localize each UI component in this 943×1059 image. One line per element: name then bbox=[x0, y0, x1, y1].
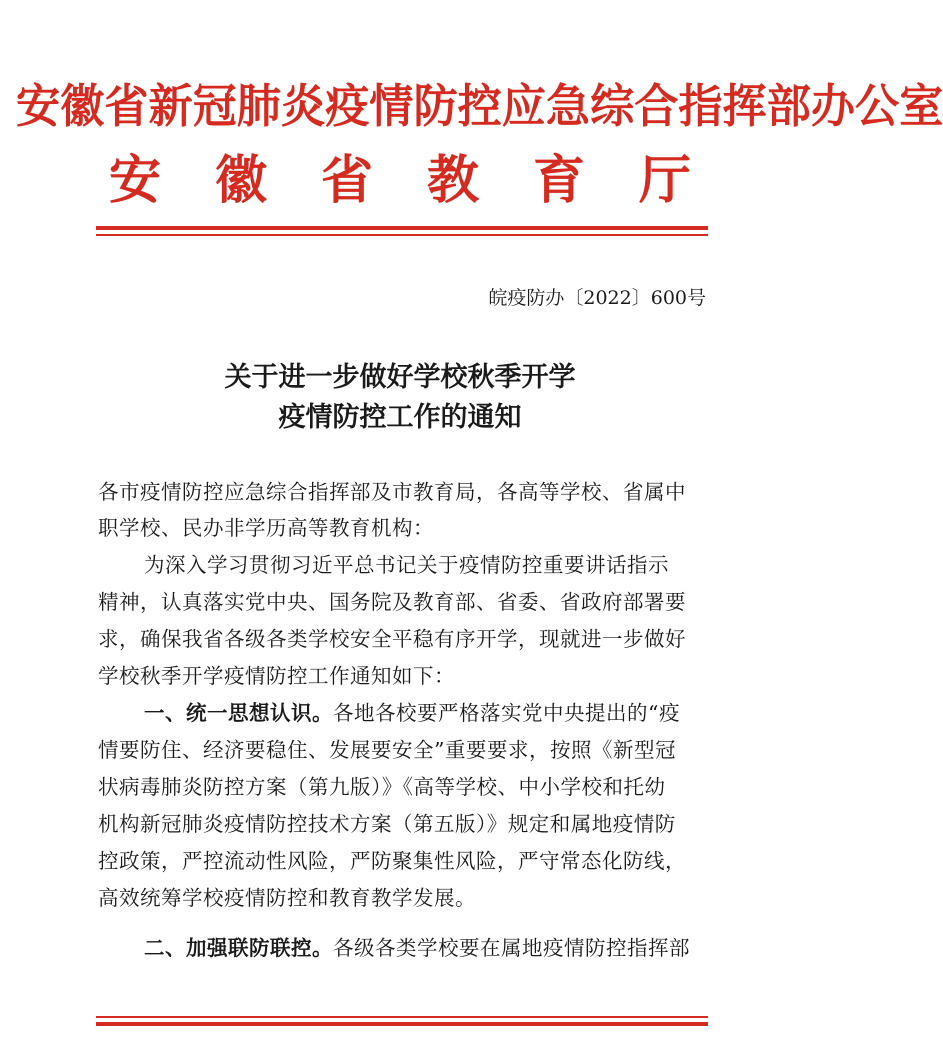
header-divider-thick bbox=[96, 226, 708, 230]
paragraph-line: 情要防住、经济要稳住、发展要安全”重要要求，按照《新型冠 bbox=[98, 738, 676, 762]
paragraph-line: 高效统筹学校疫情防控和教育教学发展。 bbox=[98, 886, 476, 910]
paragraph-line: 机构新冠肺炎疫情防控技术方案（第五版）》规定和属地疫情防 bbox=[98, 812, 676, 836]
issuer-header-1: 安徽省新冠肺炎疫情防控应急综合指挥部办公室 bbox=[16, 79, 943, 133]
section-1-first-line bbox=[144, 699, 718, 727]
issuer-header-2: 安徽省教育厅 bbox=[108, 151, 745, 211]
paragraph-line: 为深入学习贯彻习近平总书记关于疫情防控重要讲话指示 bbox=[144, 553, 669, 577]
paragraph-line: 精神，认真落实党中央、国务院及教育部、省委、省政府部署要 bbox=[98, 590, 686, 614]
section-2-text: 各级各类学校要在属地疫情防控指挥部 bbox=[333, 936, 690, 960]
paragraph-line: 学校秋季开学疫情防控工作通知如下： bbox=[98, 664, 455, 688]
footer-divider-thin bbox=[96, 1016, 708, 1018]
paragraph-line: 求，确保我省各级各类学校安全平稳有序开学，现就进一步做好 bbox=[98, 627, 686, 651]
document-title-line-1: 关于进一步做好学校秋季开学 bbox=[224, 362, 576, 393]
section-2-first-line bbox=[144, 934, 718, 962]
paragraph-line: 状病毒肺炎防控方案（第九版）》《高等学校、中小学校和托幼 bbox=[98, 775, 666, 799]
document-title-line-2: 疫情防控工作的通知 bbox=[278, 402, 522, 433]
header-divider-thin bbox=[96, 234, 708, 236]
section-1-text: 各地各校要严格落实党中央提出的“疫 bbox=[333, 701, 680, 725]
addressee-line: 职学校、民办非学历高等教育机构： bbox=[98, 516, 434, 540]
footer-divider-thick bbox=[96, 1022, 708, 1026]
section-2-heading: 二、加强联防联控。 bbox=[144, 936, 333, 960]
addressee-line: 各市疫情防控应急综合指挥部及市教育局，各高等学校、省属中 bbox=[98, 480, 686, 504]
document-number: 皖疫防办〔2022〕600号 bbox=[488, 287, 706, 309]
section-1-heading: 一、统一思想认识。 bbox=[144, 701, 333, 725]
paragraph-line: 控政策，严控流动性风险，严防聚集性风险，严守常态化防线， bbox=[98, 849, 686, 873]
